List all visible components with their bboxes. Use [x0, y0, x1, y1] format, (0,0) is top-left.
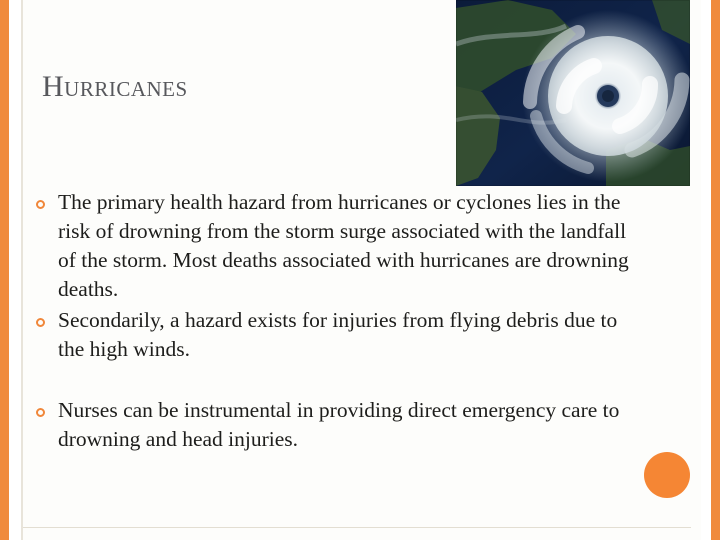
slide-title: Hurricanes: [42, 70, 188, 103]
hurricane-satellite-image: [456, 0, 690, 186]
bullet-marker-icon: [36, 306, 58, 332]
bullet-item-1: [36, 188, 636, 304]
slide-body: [36, 188, 636, 456]
bullet-text-3: Nurses can be instrumental in providing direct emergency care to drowning and head injuries.: [58, 398, 620, 451]
bullet-item-2: [36, 306, 636, 364]
bullet-item-3: [36, 396, 636, 454]
left-divider-line: [21, 0, 23, 540]
bullet-text-1: The primary health hazard from hurricanes or cyclones lies in the risk of drowning from the storm surge associated with the landfall of the storm. Most deaths associated with hurricanes are drowning deaths.: [58, 190, 629, 301]
right-accent-bar: [711, 0, 720, 540]
bullet-marker-icon: [36, 188, 58, 214]
bullet-text-2: Secondarily, a hazard exists for injuries from flying debris due to the high winds.: [58, 308, 618, 361]
bullet-marker-icon: [36, 396, 58, 422]
right-inner-bar: [701, 0, 711, 540]
bottom-divider-line: [23, 527, 691, 528]
bullet-spacer: [36, 366, 636, 396]
left-inner-bar: [9, 0, 21, 540]
left-accent-bar: [0, 0, 9, 540]
decorative-circle: [644, 452, 690, 498]
